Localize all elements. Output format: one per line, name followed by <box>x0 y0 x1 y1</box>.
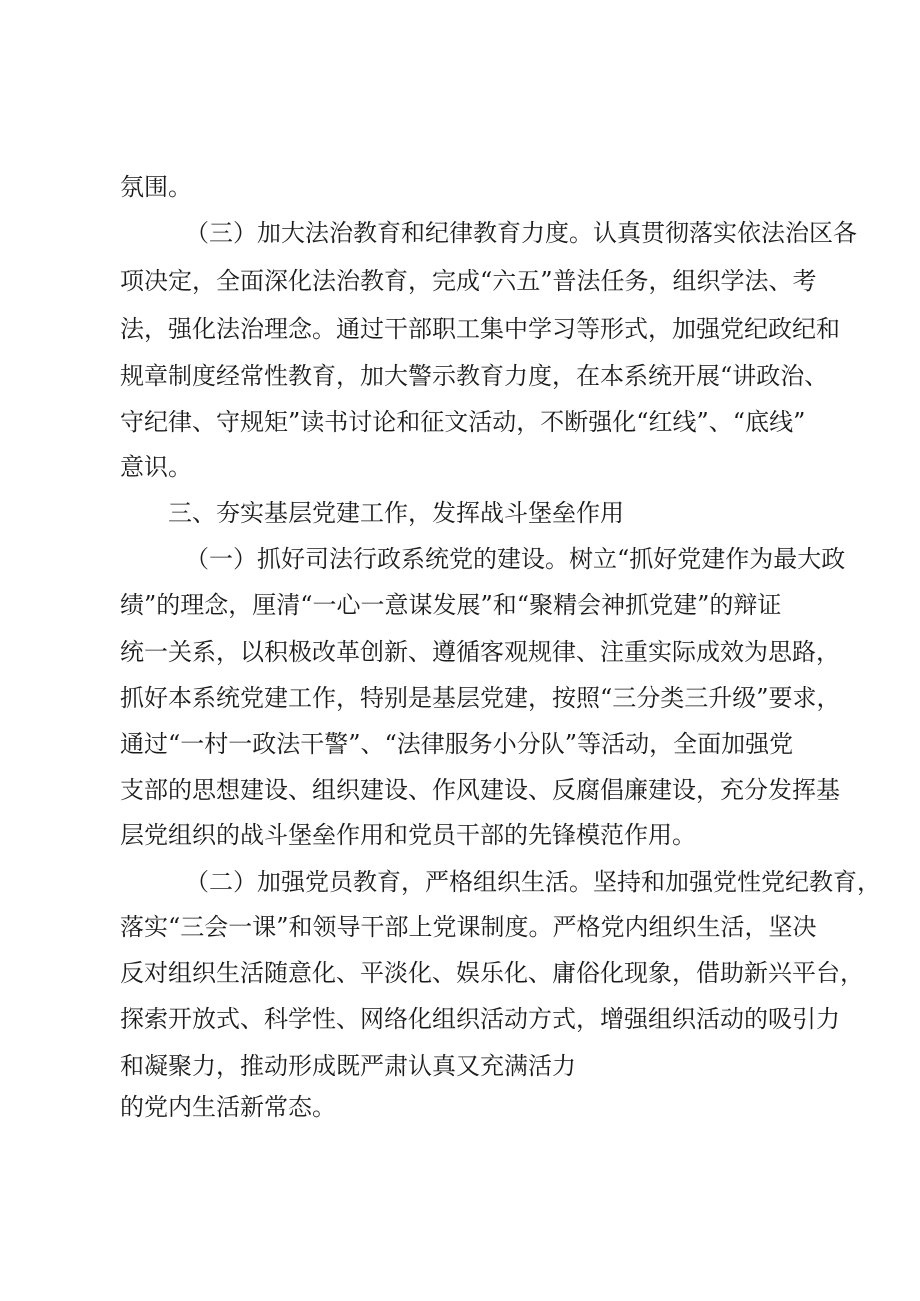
text-line: 意识。 <box>120 453 192 481</box>
text-line: 探索开放式、科学性、网络化组织活动方式，增强组织活动的吸引力 <box>120 1005 840 1033</box>
text-line: 规章制度经常性教育，加大警示教育力度，在本系统开展“讲政治、 <box>120 362 829 390</box>
text-line: 层党组织的战斗堡垒作用和党员干部的先锋模范作用。 <box>120 821 696 849</box>
section-heading-2: （二）加强党员教育，严格组织生活。坚持和加强党性党纪教育， <box>185 868 881 896</box>
section-heading-1: （一）抓好司法行政系统党的建设。树立“抓好党建作为最大政 <box>185 545 846 573</box>
text-line: 法，强化法治理念。通过干部职工集中学习等形式，加强党纪政纪和 <box>120 315 840 343</box>
text-line: 通过“一村一政法干警”、“法律服务小分队”等活动，全面加强党 <box>120 730 794 758</box>
text-line: 和凝聚力，推动形成既严肃认真又充满活力 <box>120 1052 576 1080</box>
section-heading-3: （三）加大法治教育和纪律教育力度。认真贯彻落实依法治区各 <box>185 219 857 247</box>
text-line: 统一关系，以积极改革创新、遵循客观规律、注重实际成效为思路， <box>120 638 840 666</box>
chapter-heading: 三、夯实基层党建工作，发挥战斗堡垒作用 <box>168 499 624 527</box>
text-line: 项决定，全面深化法治教育，完成“六五”普法任务，组织学法、考 <box>120 267 817 295</box>
text-line: 抓好本系统党建工作，特别是基层党建，按照“三分类三升级”要求， <box>120 684 841 712</box>
text-line: 反对组织生活随意化、平淡化、娱乐化、庸俗化现象，借助新兴平台， <box>120 959 864 987</box>
text-line: 氛围。 <box>120 173 192 201</box>
text-line: 的党内生活新常态。 <box>120 1093 336 1121</box>
text-line: 绩”的理念，厘清“一心一意谋发展”和“聚精会神抓党建”的辩证 <box>120 591 782 619</box>
text-line: 守纪律、守规矩”读书讨论和征文活动，不断强化“红线”、“底线” <box>120 408 806 436</box>
text-line: 落实“三会一课”和领导干部上党课制度。严格党内组织生活，坚决 <box>120 913 817 941</box>
text-line: 支部的思想建设、组织建设、作风建设、反腐倡廉建设，充分发挥基 <box>120 776 840 804</box>
